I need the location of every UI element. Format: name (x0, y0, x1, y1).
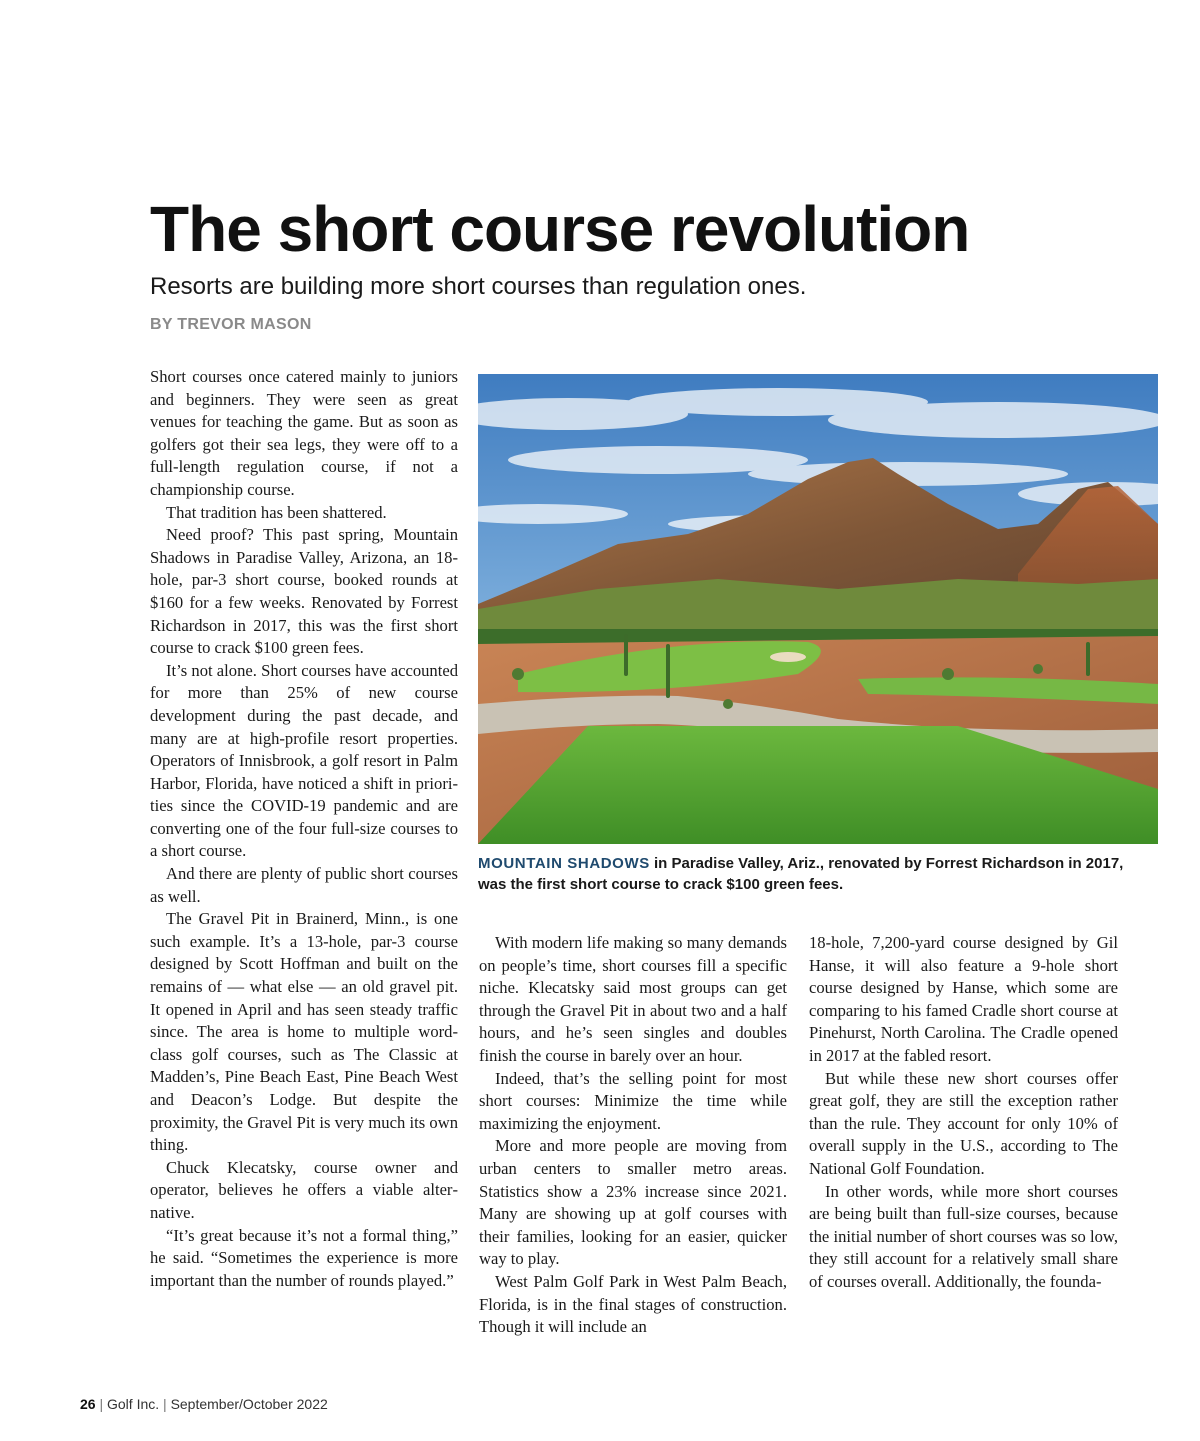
byline: BY TREVOR MASON (150, 316, 312, 333)
caption-text: in Paradise Valley, Ariz., renovated by Forrest Richardson in 2017, was the first short course to crack $100 green fees. (478, 855, 1124, 893)
paragraph: 18-hole, 7,200-yard course designed by Gil Hanse, it will also feature a 9-hole short course designed by Hanse, which some are comparing to his famed Cradle short course at Pinehurst, North Carolina. The Cradle opened in 2017 at the fabled resort. (809, 933, 1118, 1065)
article-column-3 (809, 932, 1118, 1294)
paragraph: Need proof? This past spring, Mountain Shadows in Paradise Valley, Arizona, an 18-hole, par-3 short course, booked rounds at $160 for a few weeks. Renovated by Forrest Richardson in 2017, this was the first short course to crack $100 green fees. (150, 525, 458, 658)
paragraph: With modern life making so many demands on people’s time, short courses fill a specific niche. Klecatsky said most groups can get through the Gravel Pit in about two and a half hours, and he’s seen singles and doubles finish the course in barely over an hour. (479, 933, 787, 1065)
paragraph: “It’s great because it’s not a formal thing,” he said. “Sometimes the experience is more important than the number of rounds played.” (150, 1225, 458, 1290)
paragraph: But while these new short courses offer great golf, they are still the exception rather than the rule. They account for only 10% of overall supply in the U.S., according to The National Golf Foundation. (809, 1068, 1118, 1178)
issue-date: September/October 2022 (170, 1396, 328, 1412)
article-title: The short course revolution (150, 193, 970, 265)
paragraph: West Palm Golf Park in West Palm Beach, Florida, is in the final stages of construction. Though it will include an (479, 1271, 787, 1337)
photo-caption (478, 853, 1138, 895)
page-footer (80, 1394, 328, 1414)
golf-course-photo (478, 374, 1158, 844)
paragraph: That tradition has been shattered. (166, 502, 387, 522)
paragraph: In other words, while more short courses are being built than full-size courses, because the initial number of short courses was so low, they still account for a relatively small share of courses overall. Additionally, the founda- (809, 1181, 1118, 1291)
paragraph: And there are plenty of public short courses as well. (150, 864, 458, 906)
paragraph: Short courses once catered mainly to juniors and beginners. They were seen as great venues for teaching the game. But as soon as golfers got their sea legs, they were off to a full-length regulation course, if not a championship course. (150, 367, 458, 499)
paragraph: It’s not alone. Short courses have accounted for more than 25% of new course development during the past decade, and many are at high-profile resort properties. Operators of Innisbrook, a golf resort in Palm Harbor, Florida, have noticed a shift in priorities since the COVID-19 pandemic and are converting one of the four full-size courses to a short course. (150, 660, 458, 861)
article-column-2 (479, 932, 787, 1339)
footer-separator: | (99, 1396, 104, 1412)
page-number: 26 (80, 1396, 96, 1412)
publication-name: Golf Inc. (107, 1396, 160, 1412)
footer-separator: | (163, 1396, 167, 1412)
paragraph: The Gravel Pit in Brainerd, Minn., is one such example. It’s a 13-hole, par-3 course designed by Scott Hoffman and built on the remains of — what else — an old gravel pit. It opened in April and has seen steady traffic since. The area is home to multiple word-class golf courses, such as The Classic at Madden’s, Pine Beach East, Pine Beach West and Deacon’s Lodge. But despite the proximity, the Gravel Pit is very much its own thing. (150, 909, 458, 1155)
article-subtitle: Resorts are building more short courses than regulation ones. (150, 273, 807, 300)
paragraph: Indeed, that’s the selling point for most short courses: Minimize the time while maximizing the enjoyment. (479, 1068, 787, 1133)
paragraph: Chuck Klecatsky, course owner and operator, believes he offers a viable alternative. (150, 1157, 458, 1222)
caption-lead: MOUNTAIN SHADOWS (478, 855, 650, 872)
paragraph: More and more people are moving from urban centers to smaller metro areas. Statistics show a 23% increase since 2021. Many are showing up at golf courses with their families, looking for an easier, quicker way to play. (479, 1136, 787, 1269)
article-column-1 (150, 366, 458, 1292)
